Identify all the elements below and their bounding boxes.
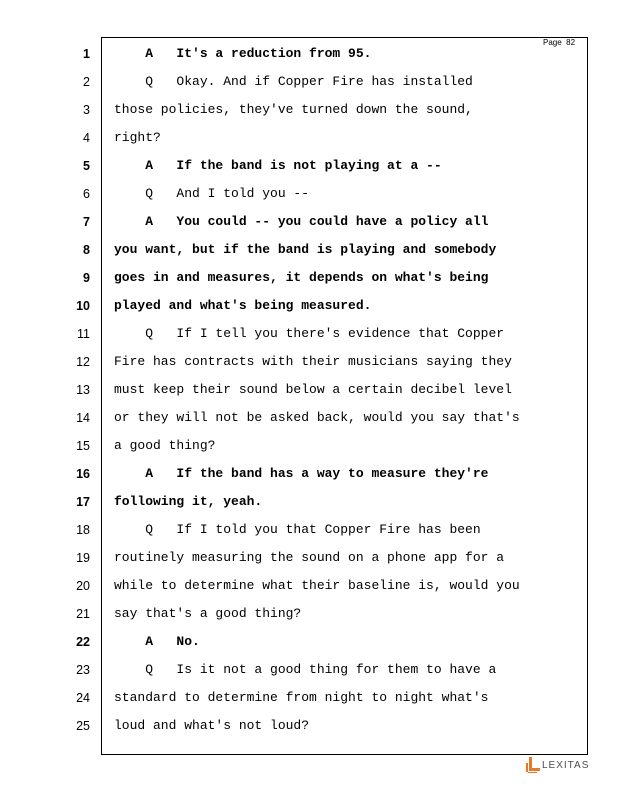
- line-number: 1: [83, 47, 90, 61]
- page-label: Page: [543, 38, 562, 47]
- line-number: 25: [76, 719, 90, 733]
- transcript-line: a good thing?: [114, 438, 216, 453]
- line-number: 17: [76, 495, 90, 509]
- line-number: 3: [83, 103, 90, 117]
- transcript-line: following it, yeah.: [114, 494, 263, 509]
- line-number: 18: [76, 523, 90, 537]
- line-number: 7: [83, 215, 90, 229]
- transcript-line: standard to determine from night to night what's: [114, 690, 489, 705]
- transcript-line: those policies, they've turned down the sound,: [114, 102, 473, 117]
- transcript-line: you want, but if the band is playing and somebody: [114, 242, 497, 257]
- line-number: 4: [83, 131, 90, 145]
- transcript-line: Q And I told you --: [114, 186, 310, 201]
- transcript-line: A You could -- you could have a policy all: [114, 214, 489, 229]
- line-number: 24: [76, 691, 90, 705]
- transcript-line: Q Okay. And if Copper Fire has installed: [114, 74, 473, 89]
- line-number: 21: [76, 607, 90, 621]
- page-number: [543, 38, 575, 47]
- transcript-line: Q If I tell you there's evidence that Copper: [114, 326, 505, 341]
- lexitas-mark-icon: [526, 757, 540, 773]
- transcript-line: must keep their sound below a certain decibel level: [114, 382, 512, 397]
- line-number: 2: [83, 75, 90, 89]
- transcript-line: say that's a good thing?: [114, 606, 302, 621]
- line-number: 9: [83, 271, 90, 285]
- line-number: 19: [76, 551, 90, 565]
- transcript-line: goes in and measures, it depends on what's being: [114, 270, 489, 285]
- transcript-line: Fire has contracts with their musicians saying they: [114, 354, 512, 369]
- page-number-value: 82: [566, 38, 576, 47]
- line-number: 10: [76, 299, 90, 313]
- transcript-line: or they will not be asked back, would you say that's: [114, 410, 520, 425]
- line-number: 22: [76, 635, 90, 649]
- line-number: 8: [83, 243, 90, 257]
- transcript-line: A If the band has a way to measure they're: [114, 466, 489, 481]
- line-number: 11: [77, 327, 90, 341]
- lexitas-logo: [526, 757, 589, 773]
- transcript-line: right?: [114, 130, 161, 145]
- line-number: 13: [76, 383, 90, 397]
- transcript-line: loud and what's not loud?: [114, 718, 310, 733]
- line-number: 20: [76, 579, 90, 593]
- line-number: 23: [76, 663, 90, 677]
- transcript-line: A If the band is not playing at a --: [114, 158, 442, 173]
- transcript-line: A No.: [114, 634, 200, 649]
- transcript-line: routinely measuring the sound on a phone app for a: [114, 550, 505, 565]
- line-number: 14: [76, 411, 90, 425]
- lexitas-logo-text: LEXITAS: [542, 759, 590, 771]
- line-number: 15: [76, 439, 90, 453]
- line-number: 5: [83, 159, 90, 173]
- transcript-line: A It's a reduction from 95.: [114, 46, 372, 61]
- line-number: 16: [76, 467, 90, 481]
- transcript-line: Q If I told you that Copper Fire has been: [114, 522, 481, 537]
- line-number: 6: [83, 187, 90, 201]
- line-number: 12: [76, 355, 90, 369]
- transcript-line: while to determine what their baseline is, would you: [114, 578, 520, 593]
- transcript-line: Q Is it not a good thing for them to have a: [114, 662, 497, 677]
- transcript-line: played and what's being measured.: [114, 298, 372, 313]
